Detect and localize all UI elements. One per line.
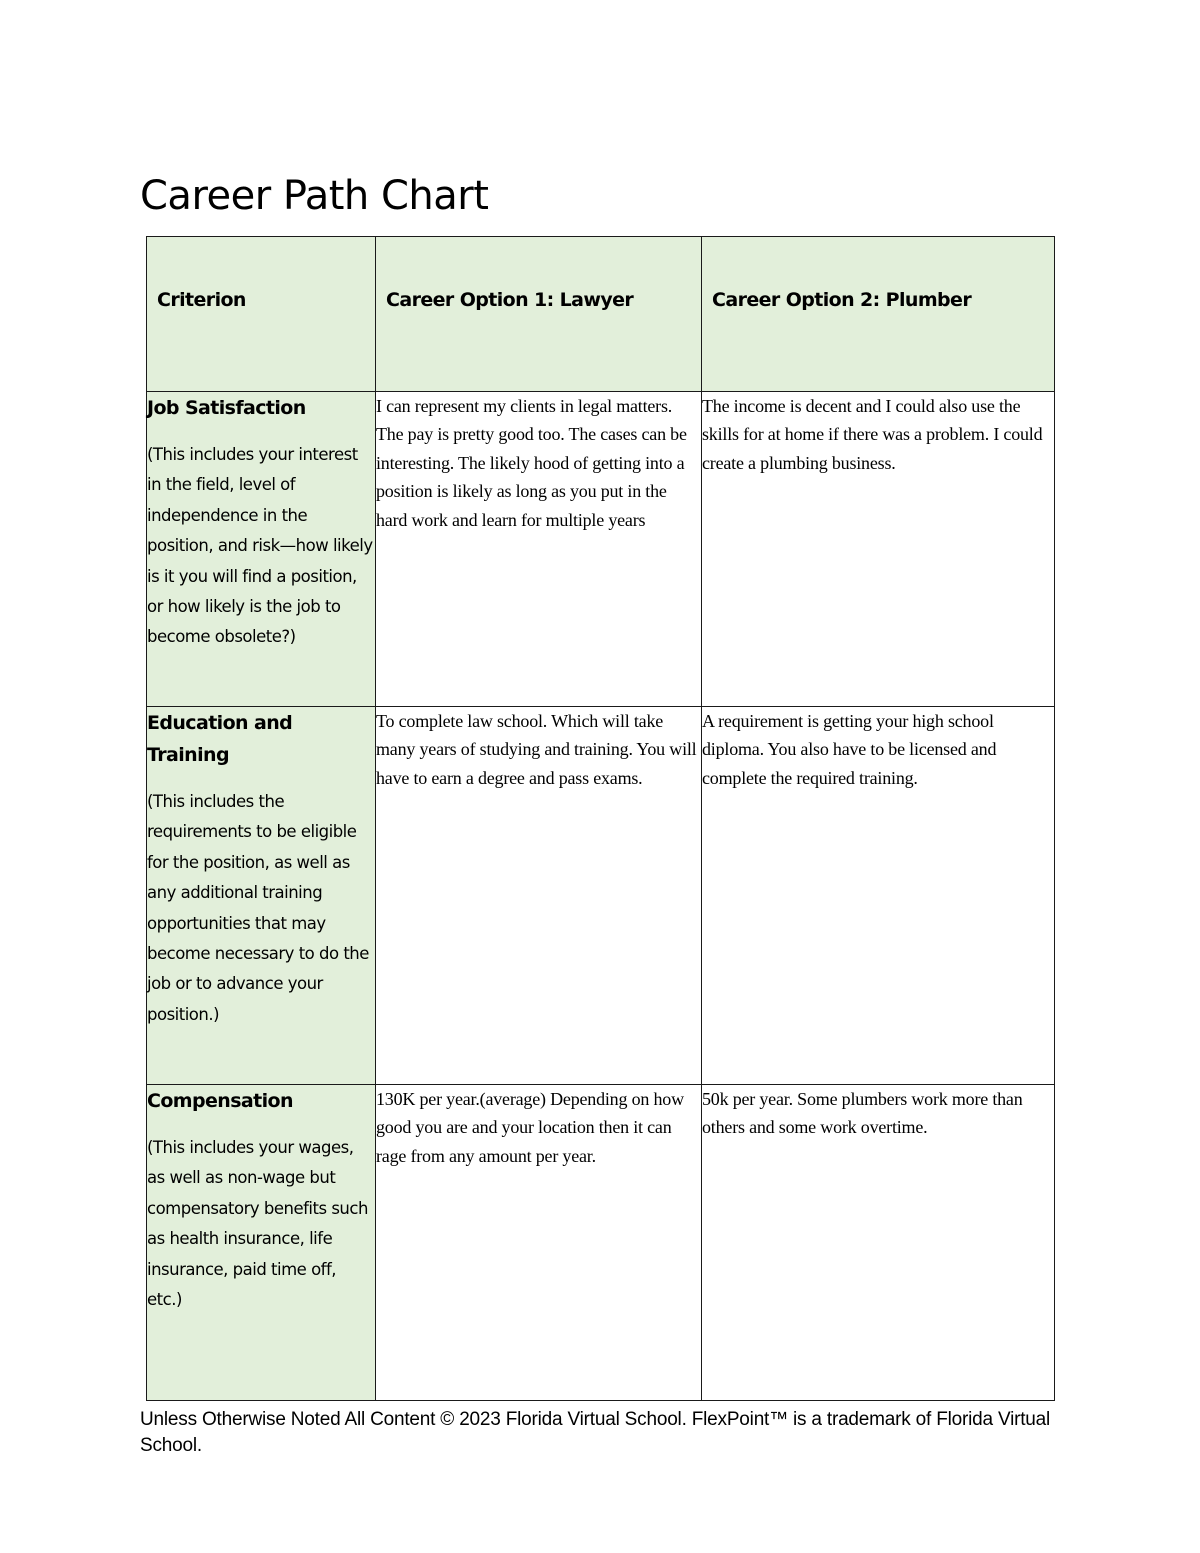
option-1-answer: 130K per year.(average) Depending on how good you are and your location then it can rage from any amount per year.: [376, 1085, 702, 1401]
copyright-footer: Unless Otherwise Noted All Content © 2023 Florida Virtual School. FlexPoint™ is a trademark of Florida Virtual School.: [140, 1409, 1051, 1456]
criterion-description: (This includes the requirements to be eligible for the position, as well as any additional training opportunities that may become necessary to do the job or to advance your position.): [147, 792, 369, 1024]
option-1-answer: I can represent my clients in legal matters. The pay is pretty good too. The cases can be interesting. The likely hood of getting into a position is likely as long as you put in the hard work and learn for multiple years: [376, 392, 702, 707]
table-row: [147, 707, 1055, 1085]
criterion-cell: [147, 392, 376, 707]
criterion-cell: [147, 707, 376, 1085]
criterion-title: Job Satisfaction: [147, 397, 306, 419]
option-2-answer: The income is decent and I could also use the skills for at home if there was a problem. I could create a plumbing business.: [702, 392, 1055, 707]
criterion-description: (This includes your wages, as well as non-wage but compensatory benefits such as health insurance, life insurance, paid time off, etc.): [147, 1138, 368, 1310]
option-2-answer: 50k per year. Some plumbers work more than others and some work overtime.: [702, 1085, 1055, 1401]
table-row: [147, 1085, 1055, 1401]
criterion-description: (This includes your interest in the field, level of independence in the position, and risk—how likely is it you will find a position, or how likely is the job to become obsolete?): [147, 445, 373, 647]
criterion-title: Compensation: [147, 1090, 293, 1112]
career-path-table: [146, 236, 1055, 1401]
option-2-answer: A requirement is getting your high school diploma. You also have to be licensed and complete the required training.: [702, 707, 1055, 1085]
header-option-1-label: Career Option 1: Lawyer: [386, 289, 634, 311]
header-option-1: [376, 237, 702, 392]
page-title: Career Path Chart: [140, 173, 489, 219]
header-option-2: [702, 237, 1055, 392]
table-header-row: [147, 237, 1055, 392]
table-row: [147, 392, 1055, 707]
option-1-answer: To complete law school. Which will take many years of studying and training. You will have to earn a degree and pass exams.: [376, 707, 702, 1085]
header-criterion: [147, 237, 376, 392]
criterion-title: Education and Training: [147, 712, 293, 766]
header-criterion-label: Criterion: [157, 289, 246, 311]
header-option-2-label: Career Option 2: Plumber: [712, 289, 972, 311]
criterion-cell: [147, 1085, 376, 1401]
